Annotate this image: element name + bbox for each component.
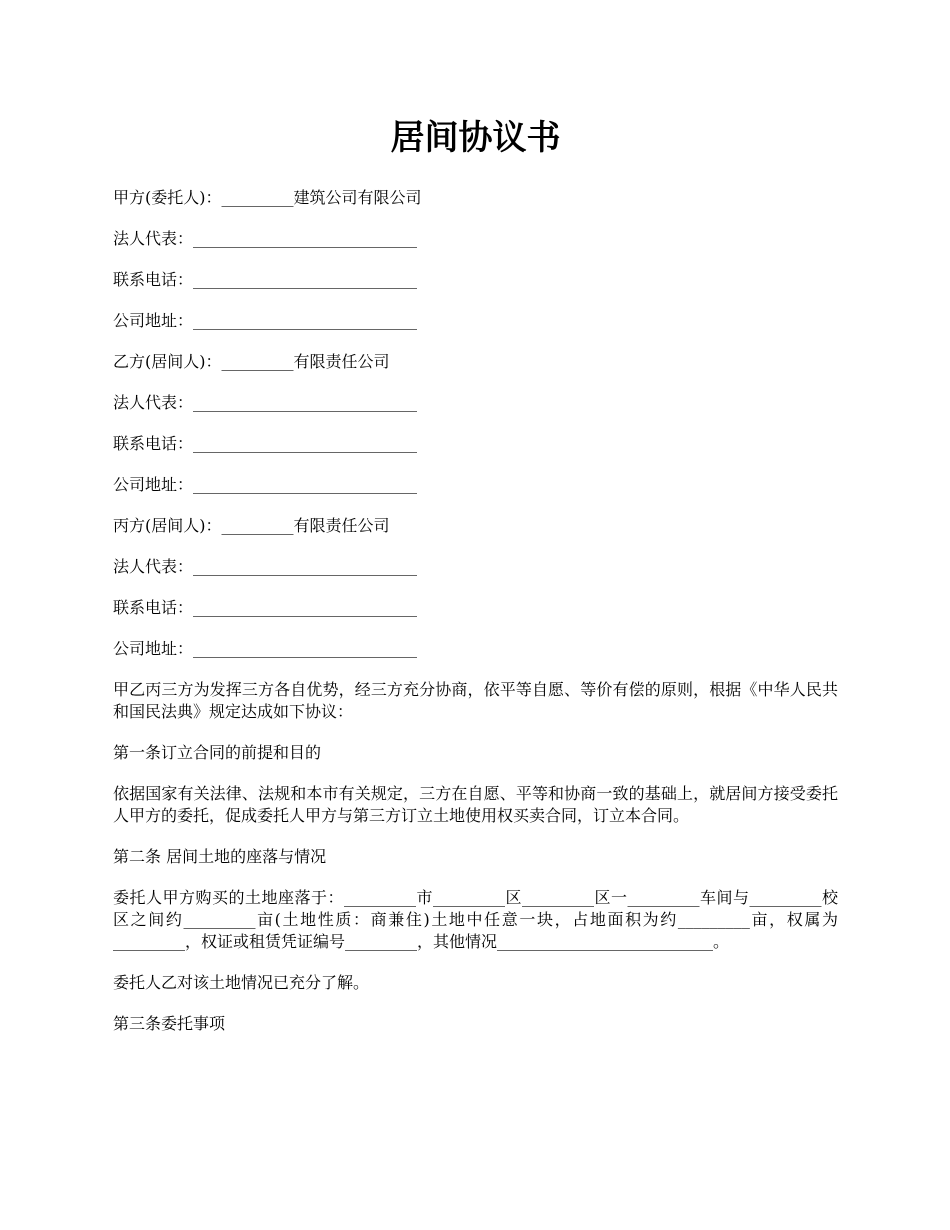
- party-a-header: 甲方(委托人)：_________建筑公司有限公司: [113, 188, 422, 207]
- document-title: 居间协议书: [390, 118, 561, 158]
- party-b-phone: 联系电话：____________________________: [113, 434, 418, 453]
- article-2-body: 委托人甲方购买的土地座落于：_________市_________区_________区一_________车间与_________校区之间约_________亩(土地性质：商兼住)土地中任意一块，占地面积为约_________亩，权属为_________，权证或租赁凭证编号_________，其他情况___________________________。: [113, 888, 838, 951]
- party-c-phone: 联系电话：____________________________: [113, 598, 418, 617]
- party-c-section: [113, 515, 838, 660]
- party-b-header: 乙方(居间人)：_________有限责任公司: [113, 352, 390, 371]
- party-c-representative: 法人代表：____________________________: [113, 557, 418, 576]
- article-3-heading: 第三条委托事项: [113, 1014, 226, 1033]
- party-c-header: 丙方(居间人)：_________有限责任公司: [113, 516, 390, 535]
- article-2-heading: 第二条 居间土地的座落与情况: [113, 847, 327, 866]
- party-a-address: 公司地址：____________________________: [113, 311, 418, 330]
- party-a-section: [113, 187, 838, 332]
- party-c-address: 公司地址：____________________________: [113, 639, 418, 658]
- article-2-note: 委托人乙对该土地情况已充分了解。: [113, 973, 370, 992]
- document-page: [113, 110, 838, 1054]
- party-a-phone: 联系电话：____________________________: [113, 270, 418, 289]
- article-1-body: 依据国家有关法律、法规和本市有关规定，三方在自愿、平等和协商一致的基础上，就居间方接受委托人甲方的委托，促成委托人甲方与第三方订立土地使用权买卖合同，订立本合同。: [113, 784, 838, 825]
- party-b-address: 公司地址：____________________________: [113, 475, 418, 494]
- party-b-section: [113, 351, 838, 496]
- party-b-representative: 法人代表：____________________________: [113, 393, 418, 412]
- article-1-heading: 第一条订立合同的前提和目的: [113, 743, 322, 762]
- party-a-representative: 法人代表：____________________________: [113, 229, 418, 248]
- intro-paragraph: 甲乙丙三方为发挥三方各自优势，经三方充分协商，依平等自愿、等价有偿的原则，根据《中华人民共和国民法典》规定达成如下协议：: [113, 680, 838, 721]
